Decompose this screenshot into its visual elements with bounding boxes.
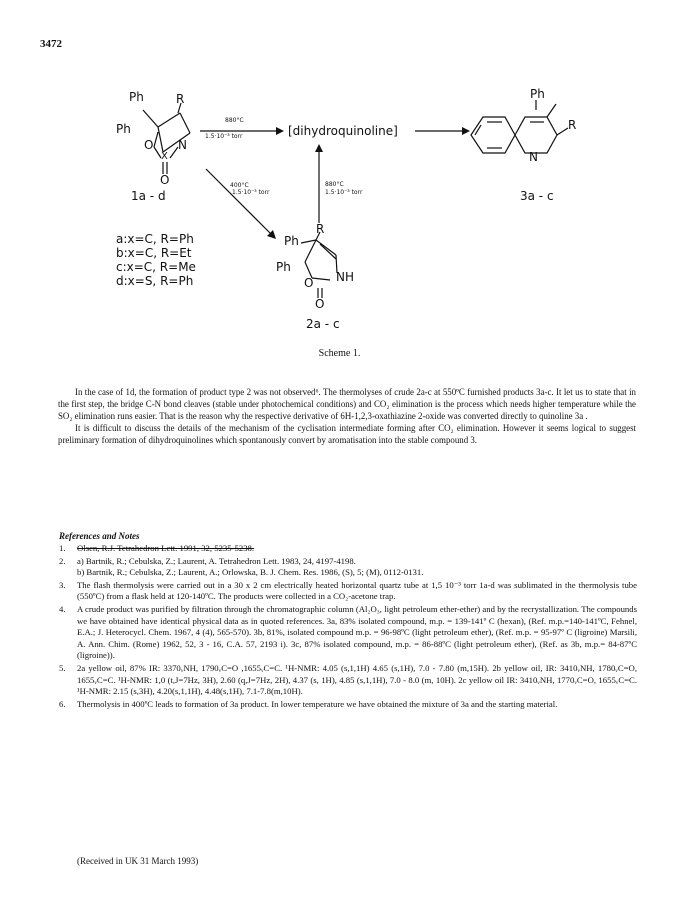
left-o-ring: O [144,138,154,152]
body-text [58,386,636,446]
reference-item [59,556,637,579]
references-list [59,543,637,711]
left-x-atom: X [161,151,168,162]
page-number: 3472 [40,38,62,50]
diag-arrow-temp: 400°C [230,182,249,189]
reference-text: A crude product was purified by filtration through the chromatographic column (Al₂O₃, light petroleum ether-ether) and by the recrystallization. The compounds we have obtained have identical physical data as in quoted references. 3a, 83% isolated compound, m.p. = 139-141º C (hexan), (Ref. m.p.=140-141ºC, Fehnel, E.A.; J. Heterocycl. Chem. 1967, 4 (4), 565-570). 3b, 81%, isolated compound m.p. = 96-98ºC (light petroleum ether), (Ref. m.p. = 95-97º C (ligroine) Marsili, A. Ann. Chim. (Rome) 1962, 52, 3 - 16, C.A. 57, 2193 i). 3c, 87% isolated compound, m.p. = 86-88ºC (light petroleum ether), (Ref. as 3b, m.p.= 84-87ºC (ligroine)). [77,603,637,661]
middle-r-label: R [316,222,325,236]
reference-item [59,543,637,555]
reference-item [59,663,637,698]
reference-number: 3. [59,579,66,590]
middle-ph-left: Ph [276,260,291,274]
middle-o-bottom: O [315,297,325,311]
reference-number: 1. [59,543,66,553]
quinoline-r: R [568,118,577,132]
up-arrow-temp: 880°C [325,181,344,188]
reference-number: 6. [59,698,66,709]
reference-text: Thermolysis in 400ºC leads to formation of 3a product. In lower temperature we have obtained the mixture of 3a and the starting material. [77,698,558,709]
reaction-scheme [0,0,679,340]
substituent-d: d:x=S, R=Ph [116,274,194,288]
reference-text: a) Bartnik, R.; Cebulska, Z.; Laurent, A. Tetrahedron Lett. 1983, 24, 4197-4198. [77,555,356,566]
compound-1-label: 1a - d [131,189,166,203]
up-arrow-pressure: 1.5·10⁻³ torr [325,189,363,196]
reference-item [59,604,637,662]
middle-o-ring: O [304,276,314,290]
left-o-bottom: O [160,173,170,187]
substituent-a: a:x=C, R=Ph [116,232,194,246]
reference-item [59,699,637,711]
compound-3-label: 3a - c [520,189,554,203]
left-ph-top: Ph [129,90,144,104]
diag-arrow-pressure: 1.5·10⁻³ torr [232,189,270,196]
substituent-list [116,232,196,288]
scheme-caption: Scheme 1. [318,348,361,359]
reference-number: 2. [59,555,66,566]
received-date: (Received in UK 31 March 1993) [77,856,199,866]
quinoline-n: N [529,150,538,164]
top-arrow-pressure: 1.5·10⁻³ torr [205,133,243,140]
substituent-b: b:x=C, R=Et [116,246,192,260]
middle-nh-atom: NH [336,270,354,284]
reference-item [59,580,637,603]
body-paragraph-1: In the case of 1d, the formation of product type 2 was not observed⁶. The thermolyses of crude 2a-c at 550ºC furnished products 3a-c. It let us to state that in the first step, the bridge C-N bond cleaves (stable under photochemical conditions) and CO₂ elimination is the process which needs higher temperature while the SO₂ elimination runs easier. That is the reason why the respective derivative of 6H-1,2,3-oxathiazine 2-oxide was converted directly to quinoline 3a . [58,387,636,421]
reference-number: 5. [59,662,66,673]
body-paragraph-2: It is difficult to discuss the details of the mechanism of the cyclisation intermediate forming after CO₂ elimination. However it seems logical to suggest preliminary formation of dihydroquinolines which spontanously convert by aromatisation into the stable compound 3. [58,423,636,445]
middle-ph-top: Ph [284,234,299,248]
quinoline-ph: Ph [530,87,545,101]
reference-text: Olsen, R.J. Tetrahedron Lett. 1991, 32, 5235-5238. [77,543,255,553]
left-n-atom: N [178,138,187,152]
left-ph-left: Ph [116,122,131,136]
reference-text: The flash thermolysis were carried out in a 30 x 2 cm electrically heated horizontal quartz tube at 1,5 10⁻³ torr 1a-d was sublimated in the thermolysis tube (550ºC) from a flask held at 120-140ºC. The products were collected in a CO₂-acetone trap. [77,579,637,602]
dihydroquinoline-intermediate: [dihydroquinoline] [288,124,398,138]
reference-text: 2a yellow oil, 87% IR: 3370ᵥNH, 1790ᵥC=O ,1655ᵥC=C. ¹H-NMR: 4.05 (s,1,1H) 4.65 (s,1H), 7.0 - 7.80 (m,15H). 2b yellow oil, IR: 3410ᵥNH, 1780ᵥC=O, 1655ᵥC=C. ¹H-NMR: 1,0 (t,J=7Hz, 3H), 2.60 (q,J=7Hz, 2H), 4.37 (s, 1H), 4.85 (s,1,1H), 7.0 - 8.0 (m, 10H). 2c yellow oil IR: 3410ᵥNH, 1770ᵥC=O, 1655ᵥC=C. ¹H-NMR: 2.15 (s,3H), 4.20(s,1,1H), 4.48(s,1H), 7.1-7.8(m,10H). [77,662,637,697]
compound-2-label: 2a - c [306,317,340,331]
top-arrow-temp: 880°C [225,117,244,124]
reference-text-b: b) Bartnik, R.; Cebulska, Z.; Laurent, A.; Orlowska, B. J. Chem. Res. 1986, (S), 5; (M), 0112-0131. [77,567,424,578]
references-heading: References and Notes [59,531,140,541]
substituent-c: c:x=C, R=Me [116,260,196,274]
left-r-label: R [176,92,185,106]
reference-number: 4. [59,603,66,614]
